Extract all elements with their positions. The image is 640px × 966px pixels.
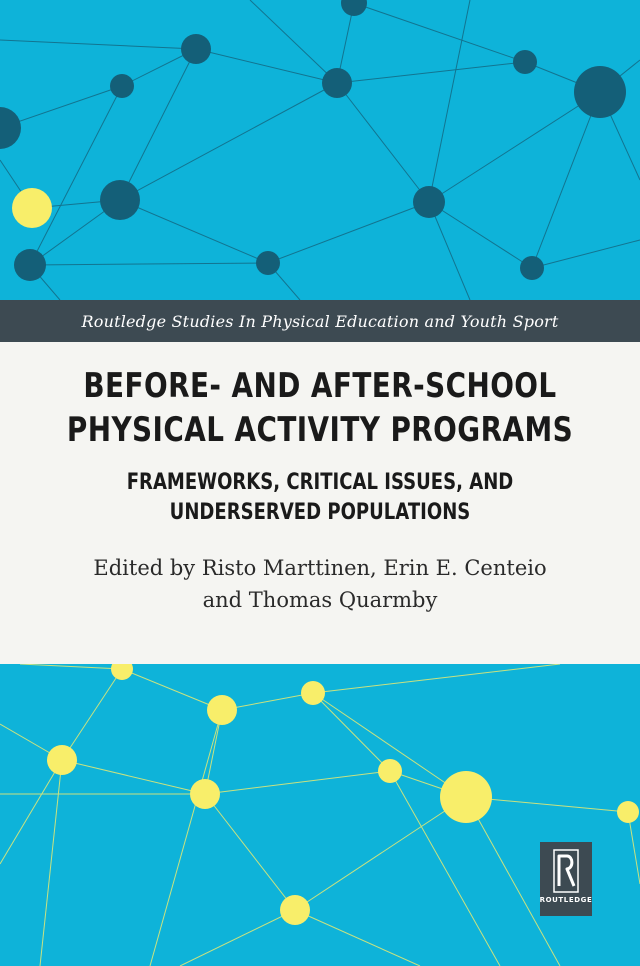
publisher-logo (540, 842, 592, 916)
book-title (58, 364, 583, 452)
subtitle-line: FRAMEWORKS, CRITICAL ISSUES, AND (126, 470, 514, 495)
subtitle-line: UNDERSERVED POPULATIONS (169, 500, 471, 525)
routledge-r-icon (551, 848, 581, 894)
editors-line: Edited by Risto Marttinen, Erin E. Centeio (93, 556, 547, 580)
title-line: PHYSICAL ACTIVITY PROGRAMS (66, 410, 574, 450)
series-title: Routledge Studies In Physical Education and Youth Sport (81, 311, 559, 331)
title-line: BEFORE- AND AFTER-SCHOOL (83, 366, 557, 406)
series-band (0, 300, 640, 342)
book-subtitle (58, 468, 583, 528)
network-graphic-top (0, 0, 640, 300)
editors-line: and Thomas Quarmby (202, 588, 438, 612)
title-panel (0, 342, 640, 664)
editors (0, 552, 640, 616)
publisher-name: ROUTLEDGE (539, 896, 593, 904)
network-graphic-bottom (0, 664, 640, 966)
